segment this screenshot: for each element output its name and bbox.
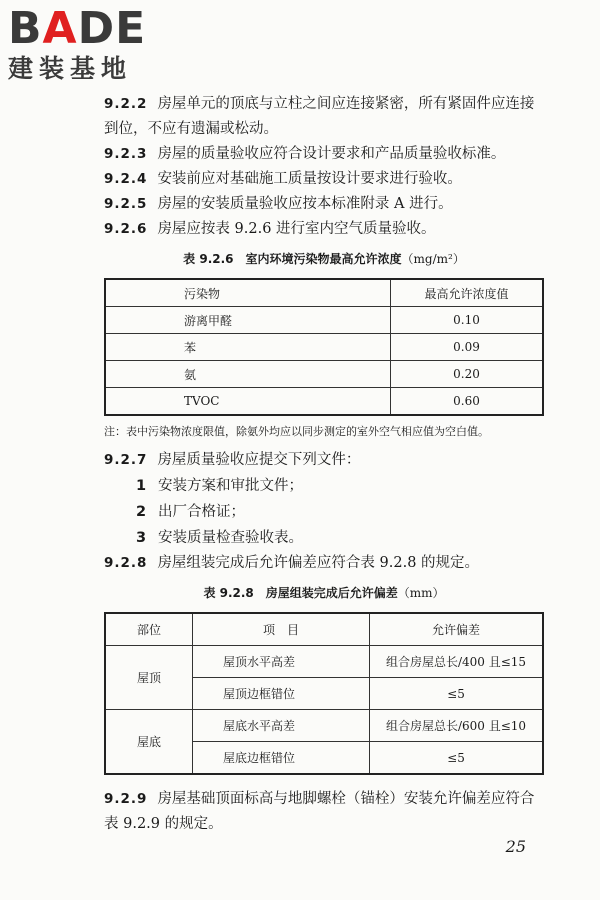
clause-9-2-9: [104, 787, 544, 837]
clause-text: 房屋的质量验收应符合设计要求和产品质量验收标准。: [157, 146, 506, 162]
logo-subtitle: 建装基地: [8, 54, 133, 83]
clause-text: 安装前应对基础施工质量按设计要求进行验收。: [157, 171, 462, 187]
table-row: [105, 361, 543, 388]
cell-tolerance: 组合房屋总长/400 且≤15: [370, 646, 544, 678]
list-item-text: 出厂合格证；: [158, 504, 245, 520]
clause-number: 9.2.5: [104, 196, 148, 212]
clause-number: 9.2.9: [104, 791, 148, 807]
cell-pollutant: 氨: [105, 361, 391, 388]
clause-9-2-6: [104, 217, 544, 242]
table-note: 注：表中污染物浓度限值，除氨外均应以同步测定的室外空气相应值为空白值。: [104, 425, 489, 438]
clause-number: 9.2.4: [104, 171, 148, 187]
clause-text: 房屋组装完成后允许偏差应符合表 9.2.8 的规定。: [157, 555, 480, 571]
list-item-number: 2: [136, 504, 147, 520]
page-number: 25: [505, 837, 526, 856]
list-item-text: 安装质量检查验收表。: [158, 530, 303, 546]
clause-number: 9.2.6: [104, 221, 148, 237]
clauses-top: [104, 92, 544, 242]
cell-value: 0.09: [391, 334, 544, 361]
table-row: [105, 388, 543, 416]
logo-mark: [8, 3, 178, 54]
cell-tolerance: 组合房屋总长/600 且≤10: [370, 710, 544, 742]
header-tolerance: 允许偏差: [370, 613, 544, 646]
list-item: [104, 473, 544, 499]
table-title-text: 表 9.2.6 室内环境污染物最高允许浓度: [183, 252, 402, 266]
bade-logo: [8, 3, 178, 84]
clause-text: 房屋的安装质量验收应按本标准附录 A 进行。: [157, 196, 453, 212]
page-content: [104, 92, 544, 837]
clause-9-2-2: [104, 92, 544, 142]
cell-item: 屋顶水平高差: [193, 646, 370, 678]
table-title-text: 表 9.2.8 房屋组装完成后允许偏差: [203, 586, 398, 600]
cell-value: 0.10: [391, 307, 544, 334]
list-item: [104, 525, 544, 551]
table-unit: （mm）: [397, 586, 445, 600]
cell-tolerance: ≤5: [370, 742, 544, 775]
clause-9-2-4: [104, 167, 544, 192]
clause-text: 房屋质量验收应提交下列文件：: [157, 452, 361, 468]
cell-item: 屋顶边框错位: [193, 678, 370, 710]
cell-item: 屋底水平高差: [193, 710, 370, 742]
clause-9-2-3: [104, 142, 544, 167]
clause-number: 9.2.7: [104, 452, 148, 468]
cell-pollutant: 苯: [105, 334, 391, 361]
clause-9-2-7: [104, 448, 544, 473]
cell-pollutant: 游离甲醛: [105, 307, 391, 334]
clause-number: 9.2.8: [104, 555, 148, 571]
cell-item: 屋底边框错位: [193, 742, 370, 775]
logo-letters-suffix: DE: [77, 3, 147, 54]
cell-tolerance: ≤5: [370, 678, 544, 710]
cell-value: 0.20: [391, 361, 544, 388]
table-row: [105, 307, 543, 334]
table-9-2-8: [104, 612, 544, 775]
table-row: [105, 710, 543, 742]
table-row: [105, 334, 543, 361]
clause-text: 房屋应按表 9.2.6 进行室内空气质量验收。: [157, 221, 436, 237]
table-9-2-6-title: [104, 250, 544, 268]
header-max-concentration: 最高允许浓度值: [391, 279, 544, 307]
table-header-row: [105, 613, 543, 646]
clause-number: 9.2.2: [104, 96, 148, 112]
clause-9-2-5: [104, 192, 544, 217]
cell-part: 屋底: [105, 710, 193, 775]
table-9-2-6: [104, 278, 544, 416]
list-item: [104, 499, 544, 525]
logo-letter-accent: A: [42, 3, 78, 54]
header-item: 项 目: [193, 613, 370, 646]
cell-part: 屋顶: [105, 646, 193, 710]
table-unit: （mg/m²）: [401, 252, 465, 266]
cell-value: 0.60: [391, 388, 544, 416]
clause-9-2-8: [104, 551, 544, 576]
header-pollutant: 污染物: [105, 279, 391, 307]
header-part: 部位: [105, 613, 193, 646]
clause-text: 房屋单元的顶底与立柱之间应连接紧密，所有紧固件应连接到位，不应有遗漏或松动。: [104, 96, 535, 137]
table-header-row: [105, 279, 543, 307]
clause-text: 房屋基础顶面标高与地脚螺栓（锚栓）安装允许偏差应符合表 9.2.9 的规定。: [104, 791, 535, 832]
logo-letters-prefix: B: [8, 3, 43, 54]
table-9-2-8-title: [104, 584, 544, 602]
list-item-number: 3: [136, 530, 147, 546]
cell-pollutant: TVOC: [105, 388, 391, 416]
list-item-number: 1: [136, 478, 147, 494]
table-row: [105, 646, 543, 678]
list-item-text: 安装方案和审批文件；: [158, 478, 303, 494]
clause-number: 9.2.3: [104, 146, 148, 162]
